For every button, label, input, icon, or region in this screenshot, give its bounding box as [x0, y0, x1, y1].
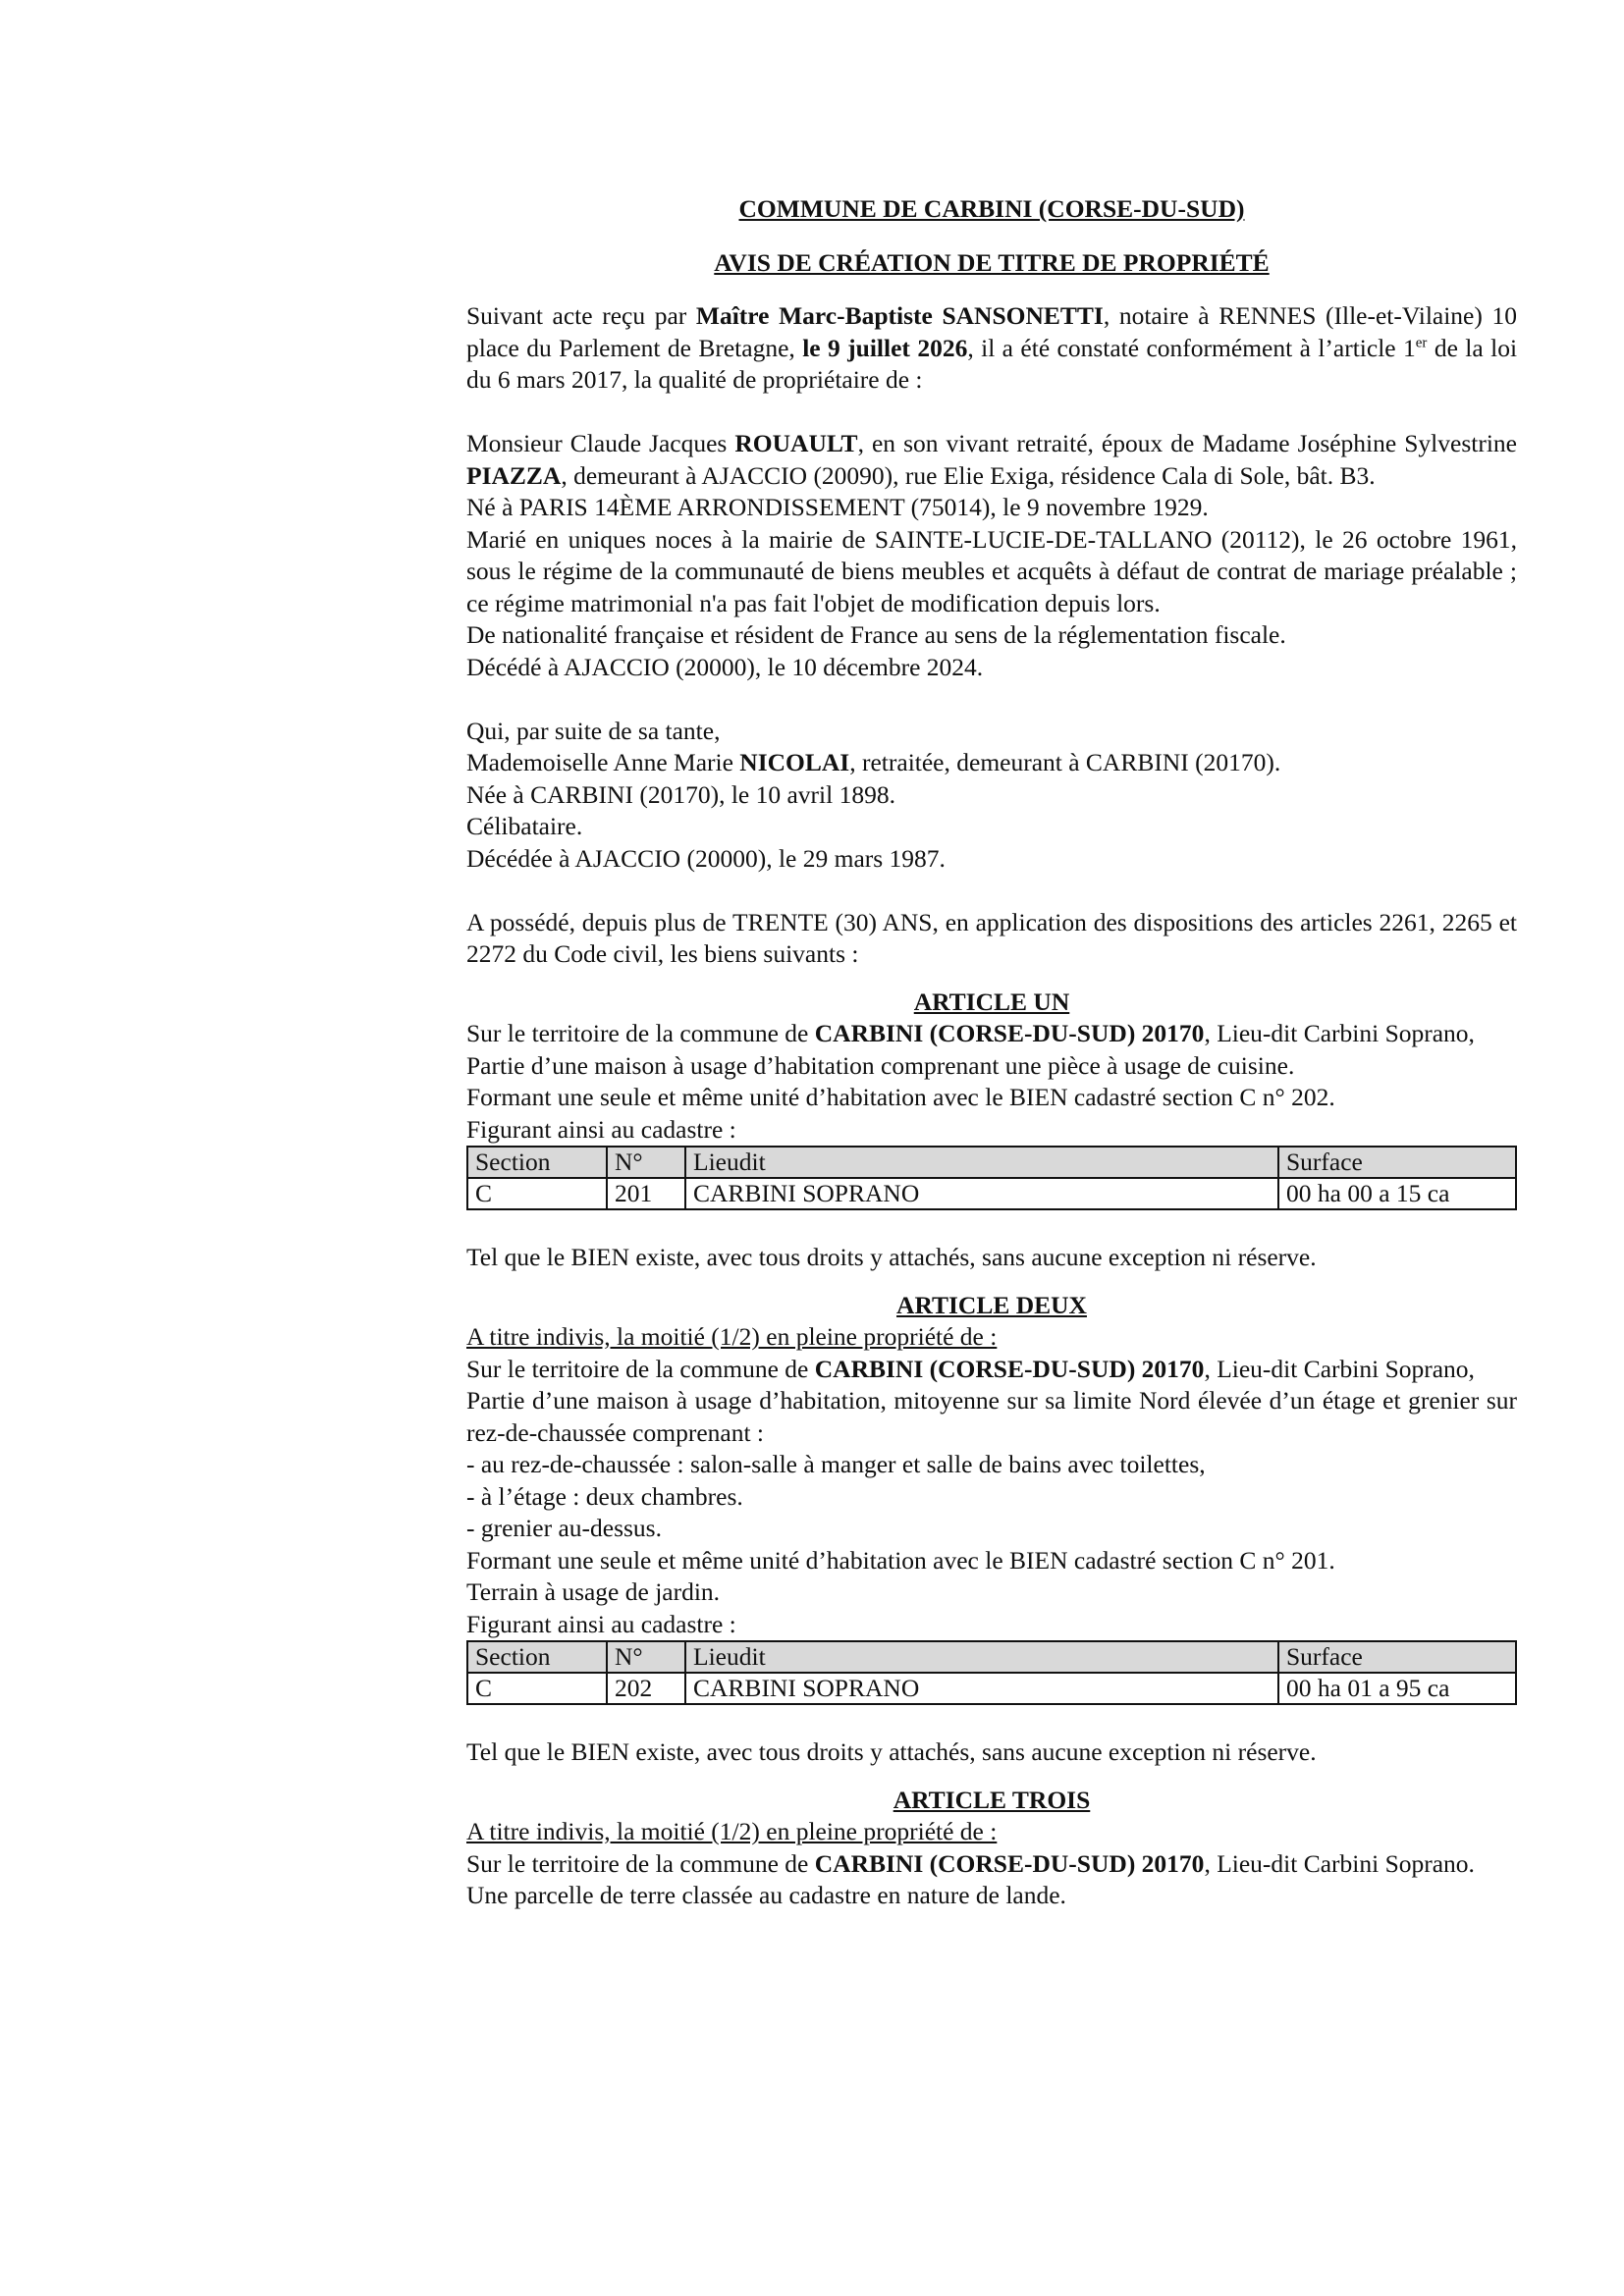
- commune-title: COMMUNE DE CARBINI (CORSE-DU-SUD): [738, 194, 1245, 223]
- heir-status: Célibataire.: [466, 812, 583, 840]
- article-deux-garden: Terrain à usage de jardin.: [466, 1577, 721, 1606]
- spouse-name: PIAZZA: [466, 460, 562, 490]
- article-un-unit: Formant une seule et même unité d’habitation avec le BIEN cadastré section C n° 202.: [466, 1083, 1335, 1111]
- cadastre-table-un: [466, 1146, 1517, 1210]
- owner-birth: Né à PARIS 14ÈME ARRONDISSEMENT (75014), le 9 novembre 1929.: [466, 493, 1209, 521]
- article-deux-description: Partie d’une maison à usage d’habitation, mitoyenne sur sa limite Nord élevée d’un étage et grenier sur rez-de-chaussée comprenant :: [466, 1386, 1517, 1447]
- notary-name: Maître Marc-Baptiste SANSONETTI: [695, 301, 1104, 330]
- article-un-title: ARTICLE UN: [913, 987, 1070, 1016]
- header-section: Section: [467, 1147, 607, 1178]
- owner-death: Décédé à AJACCIO (20000), le 10 décembre 2024.: [466, 652, 984, 681]
- article-trois-indivis: A titre indivis, la moitié (1/2) en pleine propriété de :: [466, 1817, 998, 1845]
- heir-text: , retraitée, demeurant à CARBINI (20170).: [849, 748, 1281, 776]
- header-surface: Surface: [1278, 1641, 1516, 1673]
- header-surface: Surface: [1278, 1147, 1516, 1178]
- territory-commune: CARBINI (CORSE-DU-SUD) 20170: [814, 1019, 1205, 1047]
- article-un-tel-que: Tel que le BIEN existe, avec tous droits y attachés, sans aucune exception ni réserve.: [466, 1243, 1317, 1271]
- article-deux-unit: Formant une seule et même unité d’habitation avec le BIEN cadastré section C n° 201.: [466, 1545, 1335, 1575]
- article-trois-territory: [466, 1848, 1517, 1881]
- table-header-row: [467, 1641, 1516, 1673]
- owner-name: ROUAULT: [734, 429, 858, 457]
- intro-text: , notaire à RENNES (Ille-et-Vilaine) 10 place du Parlement de Bretagne,: [466, 301, 1517, 362]
- article-deux-title: ARTICLE DEUX: [896, 1290, 1087, 1319]
- cell-lieudit: CARBINI SOPRANO: [685, 1673, 1278, 1704]
- cell-surface: 00 ha 01 a 95 ca: [1278, 1673, 1516, 1704]
- article-deux-line-3: - grenier au-dessus.: [466, 1514, 662, 1542]
- territory-commune: CARBINI (CORSE-DU-SUD) 20170: [814, 1848, 1205, 1878]
- owner-nationality: De nationalité française et résident de France au sens de la réglementation fiscale.: [466, 620, 1286, 649]
- cadastre-table-deux: [466, 1640, 1517, 1705]
- heir-birth: Née à CARBINI (20170), le 10 avril 1898.: [466, 779, 895, 809]
- article-deux-tel-que: Tel que le BIEN existe, avec tous droits y attachés, sans aucune exception ni réserve.: [466, 1737, 1317, 1766]
- article-deux-indivis: A titre indivis, la moitié (1/2) en pleine propriété de :: [466, 1322, 998, 1351]
- owner-marriage: Marié en uniques noces à la mairie de SAINTE-LUCIE-DE-TALLANO (20112), le 26 octobre 1961, sous le régime de la communauté de biens meubles et acquêts à défaut de contrat de mariage préalable ; ce régime matrimonial n'a pas fait l'objet de modification depuis lors.: [466, 524, 1517, 617]
- document-page: [466, 0, 1517, 1912]
- territory-text: Sur le territoire de la commune de: [466, 1848, 815, 1878]
- intro-text: Suivant acte reçu par: [466, 301, 696, 330]
- avis-title: AVIS DE CRÉATION DE TITRE DE PROPRIÉTÉ: [714, 247, 1270, 277]
- cell-section: C: [467, 1178, 607, 1209]
- owner-text: , en son vivant retraité, époux de Madame Joséphine Sylvestrine: [857, 429, 1517, 457]
- header-numero: N°: [607, 1641, 685, 1673]
- owner-paragraph: [466, 428, 1517, 492]
- article-un-territory: [466, 1018, 1517, 1050]
- intro-text: , il a été constaté conformément à l’article 1: [967, 333, 1416, 362]
- article-un-cadastre-intro: Figurant ainsi au cadastre :: [466, 1114, 736, 1144]
- table-row: [467, 1178, 1516, 1209]
- header-section: Section: [467, 1641, 607, 1673]
- territory-text: , Lieu-dit Carbini Soprano.: [1204, 1848, 1475, 1878]
- header-lieudit: Lieudit: [685, 1147, 1278, 1178]
- cell-lieudit: CARBINI SOPRANO: [685, 1178, 1278, 1209]
- header-lieudit: Lieudit: [685, 1641, 1278, 1673]
- header-numero: N°: [607, 1147, 685, 1178]
- cell-surface: 00 ha 00 a 15 ca: [1278, 1178, 1516, 1209]
- heir-death: Décédée à AJACCIO (20000), le 29 mars 1987.: [466, 843, 946, 873]
- heir-name: NICOLAI: [739, 748, 850, 776]
- superscript: er: [1415, 335, 1428, 350]
- territory-text: Sur le territoire de la commune de: [466, 1354, 815, 1383]
- cell-numero: 201: [607, 1178, 685, 1209]
- territory-commune: CARBINI (CORSE-DU-SUD) 20170: [814, 1354, 1205, 1383]
- heir-intro: Qui, par suite de sa tante,: [466, 716, 721, 745]
- possession-paragraph: A possédé, depuis plus de TRENTE (30) ANS, en application des dispositions des articles 2261, 2265 et 2272 du Code civil, les biens suivants :: [466, 907, 1517, 968]
- territory-text: , Lieu-dit Carbini Soprano,: [1204, 1354, 1475, 1383]
- article-trois-description: Une parcelle de terre classée au cadastre en nature de lande.: [466, 1881, 1066, 1909]
- heir-paragraph: [466, 747, 1517, 779]
- article-deux-cadastre-intro: Figurant ainsi au cadastre :: [466, 1609, 736, 1638]
- intro-text: de la loi du 6 mars 2017, la qualité de propriétaire de :: [466, 333, 1518, 394]
- territory-text: Sur le territoire de la commune de: [466, 1019, 815, 1047]
- owner-text: , demeurant à AJACCIO (20090), rue Elie Exiga, résidence Cala di Sole, bât. B3.: [561, 460, 1376, 490]
- territory-text: , Lieu-dit Carbini Soprano,: [1204, 1019, 1475, 1047]
- heir-text: Mademoiselle Anne Marie: [466, 748, 740, 776]
- table-row: [467, 1673, 1516, 1704]
- owner-text: Monsieur Claude Jacques: [466, 429, 735, 457]
- article-deux-territory: [466, 1354, 1517, 1386]
- intro-paragraph: [466, 300, 1517, 397]
- cell-section: C: [467, 1673, 607, 1704]
- act-date: le 9 juillet 2026: [802, 333, 968, 362]
- table-header-row: [467, 1147, 1516, 1178]
- article-un-description: Partie d’une maison à usage d’habitation comprenant une pièce à usage de cuisine.: [466, 1050, 1295, 1080]
- article-deux-line-1: - au rez-de-chaussée : salon-salle à manger et salle de bains avec toilettes,: [466, 1450, 1206, 1478]
- cell-numero: 202: [607, 1673, 685, 1704]
- article-deux-line-2: - à l’étage : deux chambres.: [466, 1481, 743, 1511]
- article-trois-title: ARTICLE TROIS: [893, 1785, 1091, 1814]
